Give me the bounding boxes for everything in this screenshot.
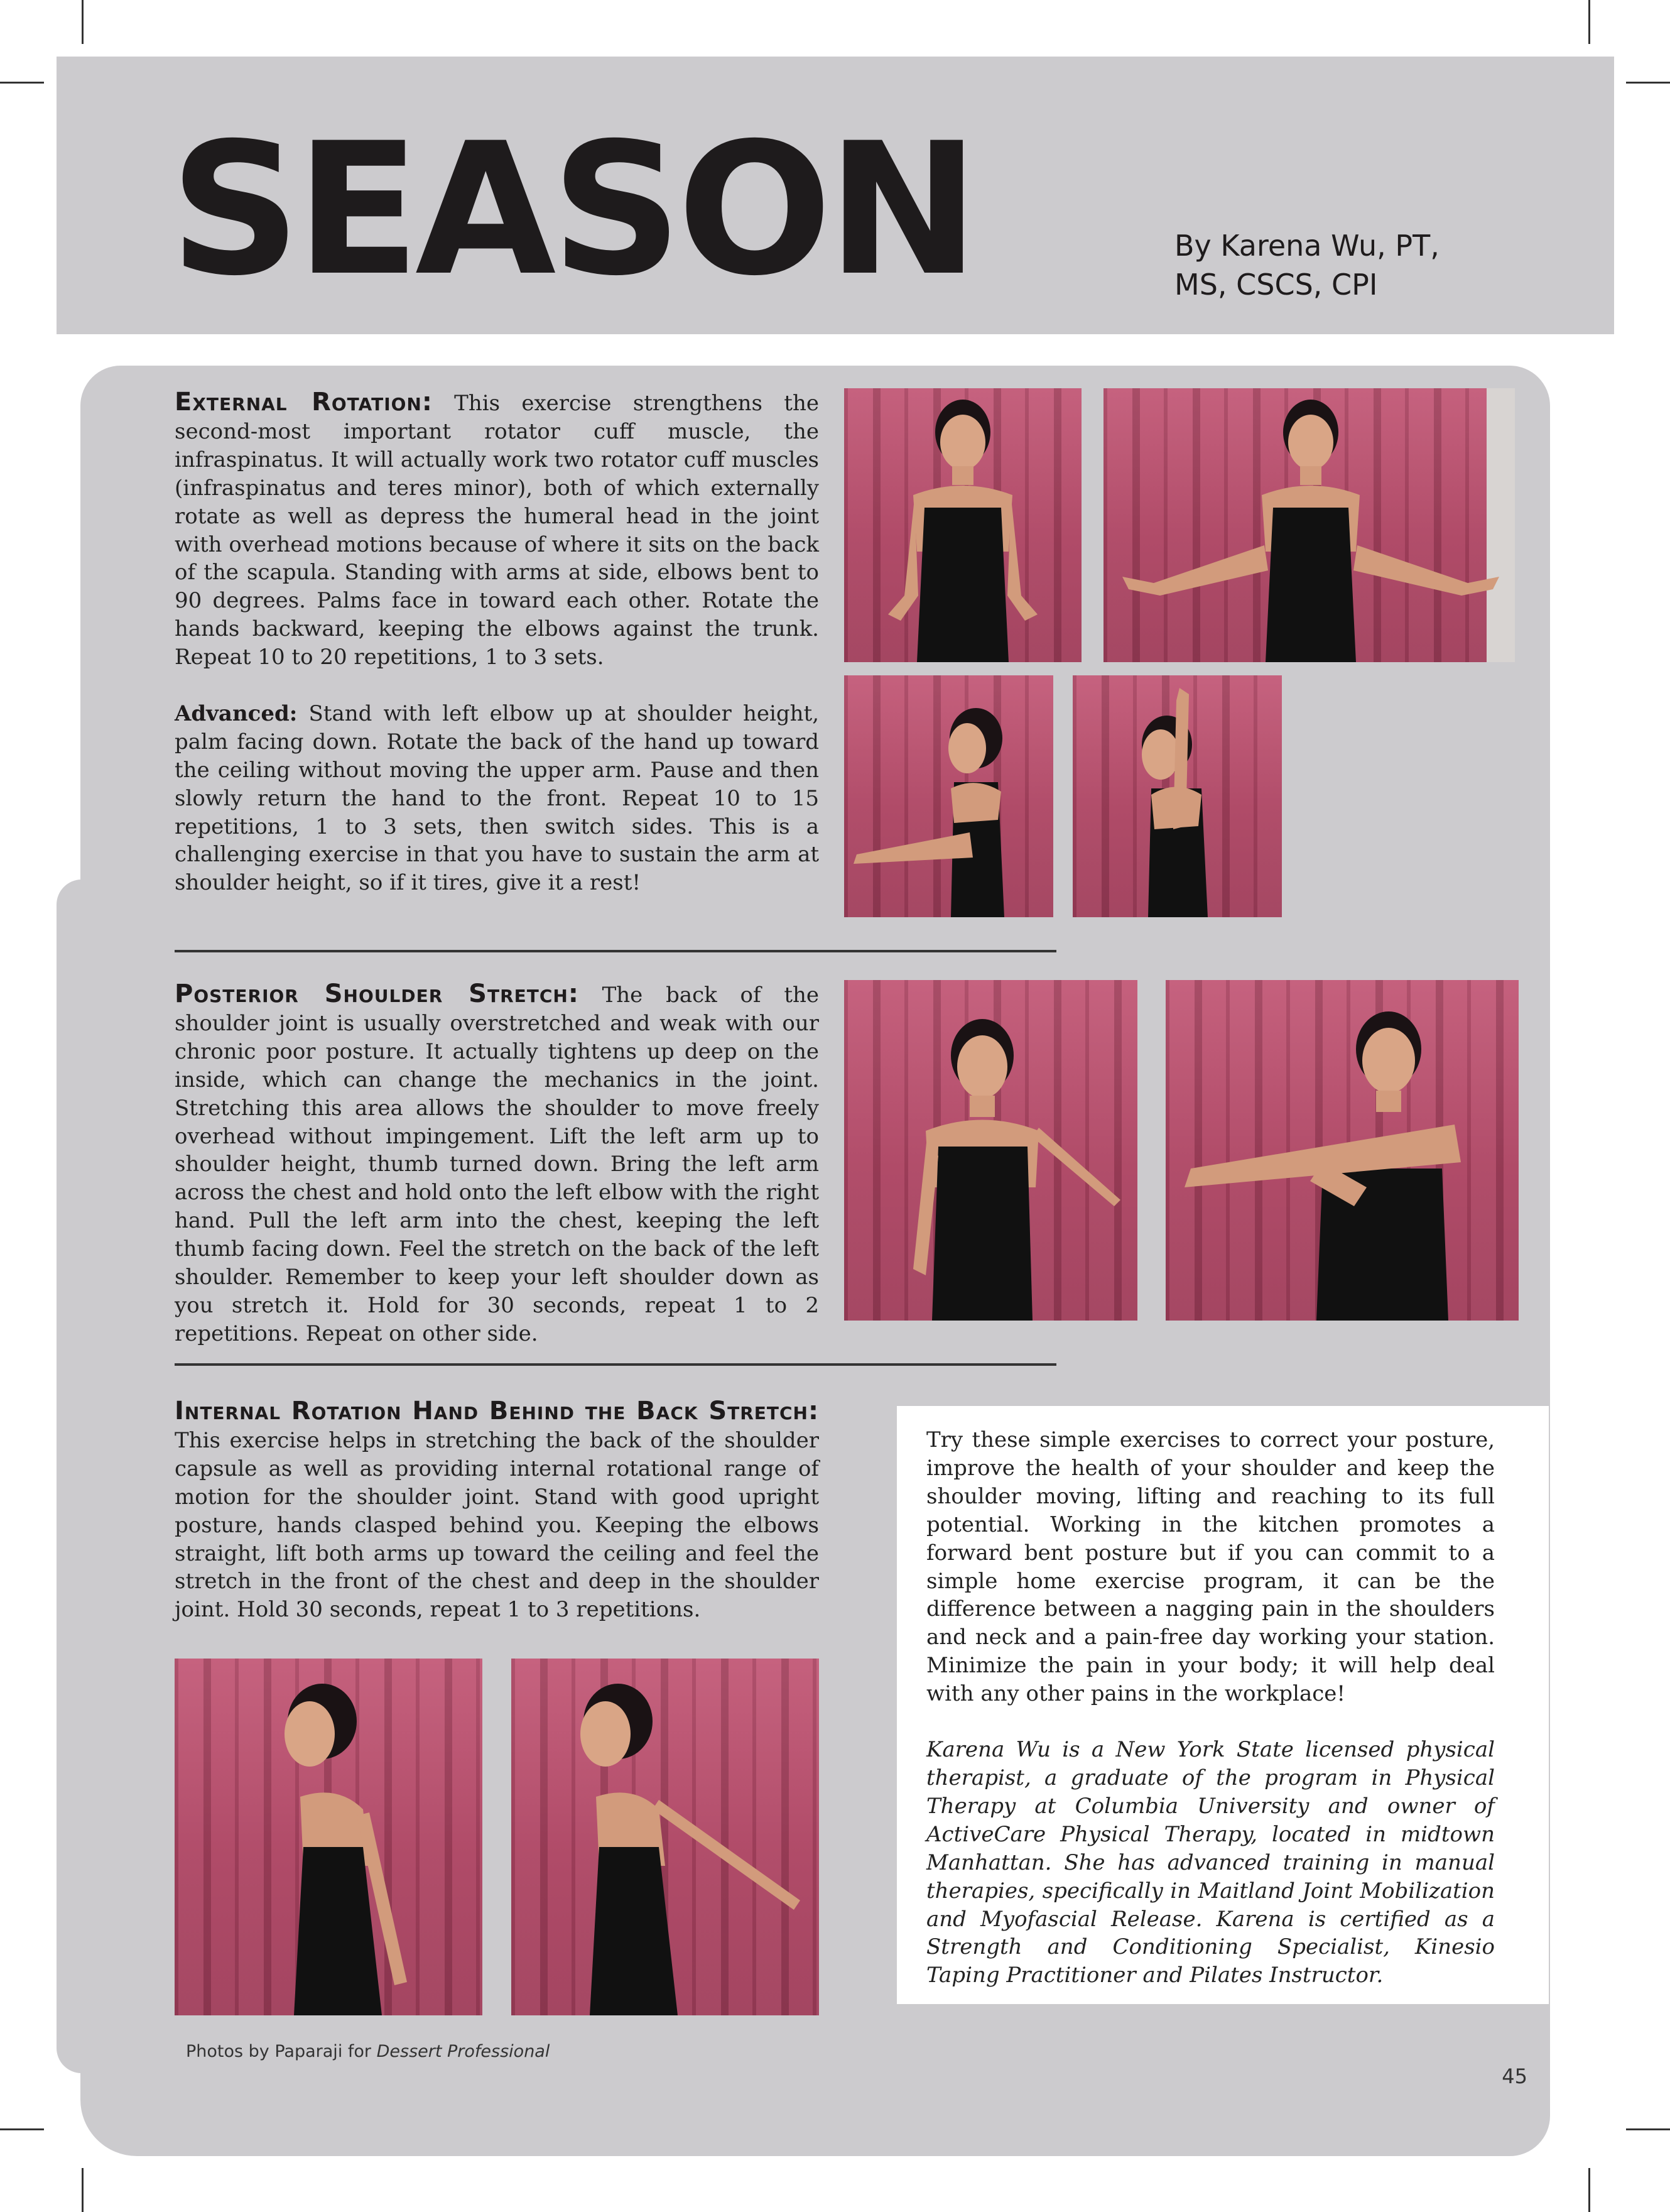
crop-mark [0, 82, 44, 84]
section-divider [175, 950, 1056, 952]
crop-mark [0, 2128, 44, 2130]
crop-mark [82, 2168, 84, 2212]
exercise-photo [844, 675, 1053, 917]
section-body: The back of the shoulder joint is usually overstretched and weak with our chronic poor posture. It actually tightens up deep on the inside, which can change the mechanics in the joint. Stretching this area allows the shoulder to move freely overhead without impingement. Lift the left arm up to shoulder height, thumb turned down. Bring the left arm across the chest and hold onto the left elbow with the right hand. Pull the left arm into the chest, keeping the left thumb facing down. Feel the stretch on the back of the left shoulder. Remember to keep your left shoulder down as you stretch it. Hold for 30 seconds, repeat 1 to 2 repetitions. Repeat on other side. [175, 983, 819, 1346]
photo-credit [186, 2042, 550, 2061]
exercise-photo [844, 980, 1137, 1321]
external-rotation-section [175, 388, 819, 897]
section-heading: Internal Rotation Hand Behind the Back Stretch: [175, 1397, 819, 1425]
exercise-photo [511, 1659, 819, 2015]
section-heading: Posterior Shoulder Stretch: [175, 979, 579, 1008]
exercise-photo [1103, 388, 1515, 662]
crop-mark [82, 0, 84, 44]
crop-mark [1588, 0, 1590, 44]
credit-prefix: Photos by Paparaji for [186, 2042, 377, 2061]
exercise-photo [1073, 675, 1282, 917]
internal-rotation-section [175, 1397, 819, 1624]
crop-mark [1626, 2128, 1670, 2130]
section-heading: External Rotation: [175, 388, 433, 417]
crop-mark [1588, 2168, 1590, 2212]
exercise-photo [844, 388, 1082, 662]
exercise-photo [175, 1659, 482, 2015]
section-body: This exercise helps in stretching the back of the shoulder capsule as well as providing internal rotational range of motion for the shoulder joint. Stand with good upright posture, hands clasped behind you. Keeping the elbows straight, lift both arms up toward the ceiling and feel the stretch in the front of the chest and deep in the shoulder joint. Hold 30 seconds, repeat 1 to 3 repetitions. [175, 1427, 819, 1623]
credit-publication: Dessert Professional [376, 2042, 550, 2061]
section-body: This exercise strengthens the second-most important rotator cuff muscle, the infraspinatus. It will actually work two rotator cuff muscles (infraspinatus and teres minor), both of which externally rotate as well as depress the humeral head in the joint with overhead motions because of where it sits on the back of the scapula. Standing with arms at side, elbows bent to 90 degrees. Palms face in toward each other. Rotate the hands backward, keeping the elbows against the trunk. Repeat 10 to 20 repetitions, 1 to 3 sets. [175, 391, 819, 670]
crop-mark [1626, 82, 1670, 84]
summary-text [926, 1426, 1495, 1990]
author-bio: Karena Wu is a New York State licensed physical therapist, a graduate of the program in Physical Therapy at Columbia University and owner of ActiveCare Physical Therapy, located in midtown Manhattan. She has advanced training in manual therapies, specifically in Maitland Joint Mobilization and Myofascial Release. Karena is certified as a Strength and Conditioning Specialist, Kinesio Taping Practitioner and Pilates Instructor. [926, 1737, 1495, 1988]
byline-line: MS, CSCS, CPI [1174, 268, 1378, 302]
page-number: 45 [1502, 2064, 1527, 2088]
summary-paragraph: Try these simple exercises to correct your posture, improve the health of your shoulder and keep the shoulder moving, lifting and reaching to its full potential. Working in the kitchen promotes a forward bent posture but if you can commit to a simple home exercise program, it can be the difference between a nagging pain in the shoulders and neck and a pain-free day working your station. Minimize the pain in your body; it will help deal with any other pains in the workplace! [926, 1427, 1495, 1707]
page-title: SEASON [170, 104, 975, 316]
posterior-stretch-section [175, 980, 819, 1348]
exercise-photo [1166, 980, 1519, 1321]
advanced-label: Advanced: [175, 700, 298, 726]
byline [1174, 226, 1501, 304]
section-divider [175, 1363, 1056, 1366]
byline-line: By Karena Wu, PT, [1174, 229, 1440, 263]
advanced-body: Stand with left elbow up at shoulder height, palm facing down. Rotate the back of the hand up toward the ceiling without moving the upper arm. Pause and then slowly return the hand to the front. Repeat 10 to 15 repetitions, 1 to 3 sets, then switch sides. This is a challenging exercise in that you have to sustain the arm at shoulder height, so if it tires, give it a rest! [175, 700, 820, 896]
